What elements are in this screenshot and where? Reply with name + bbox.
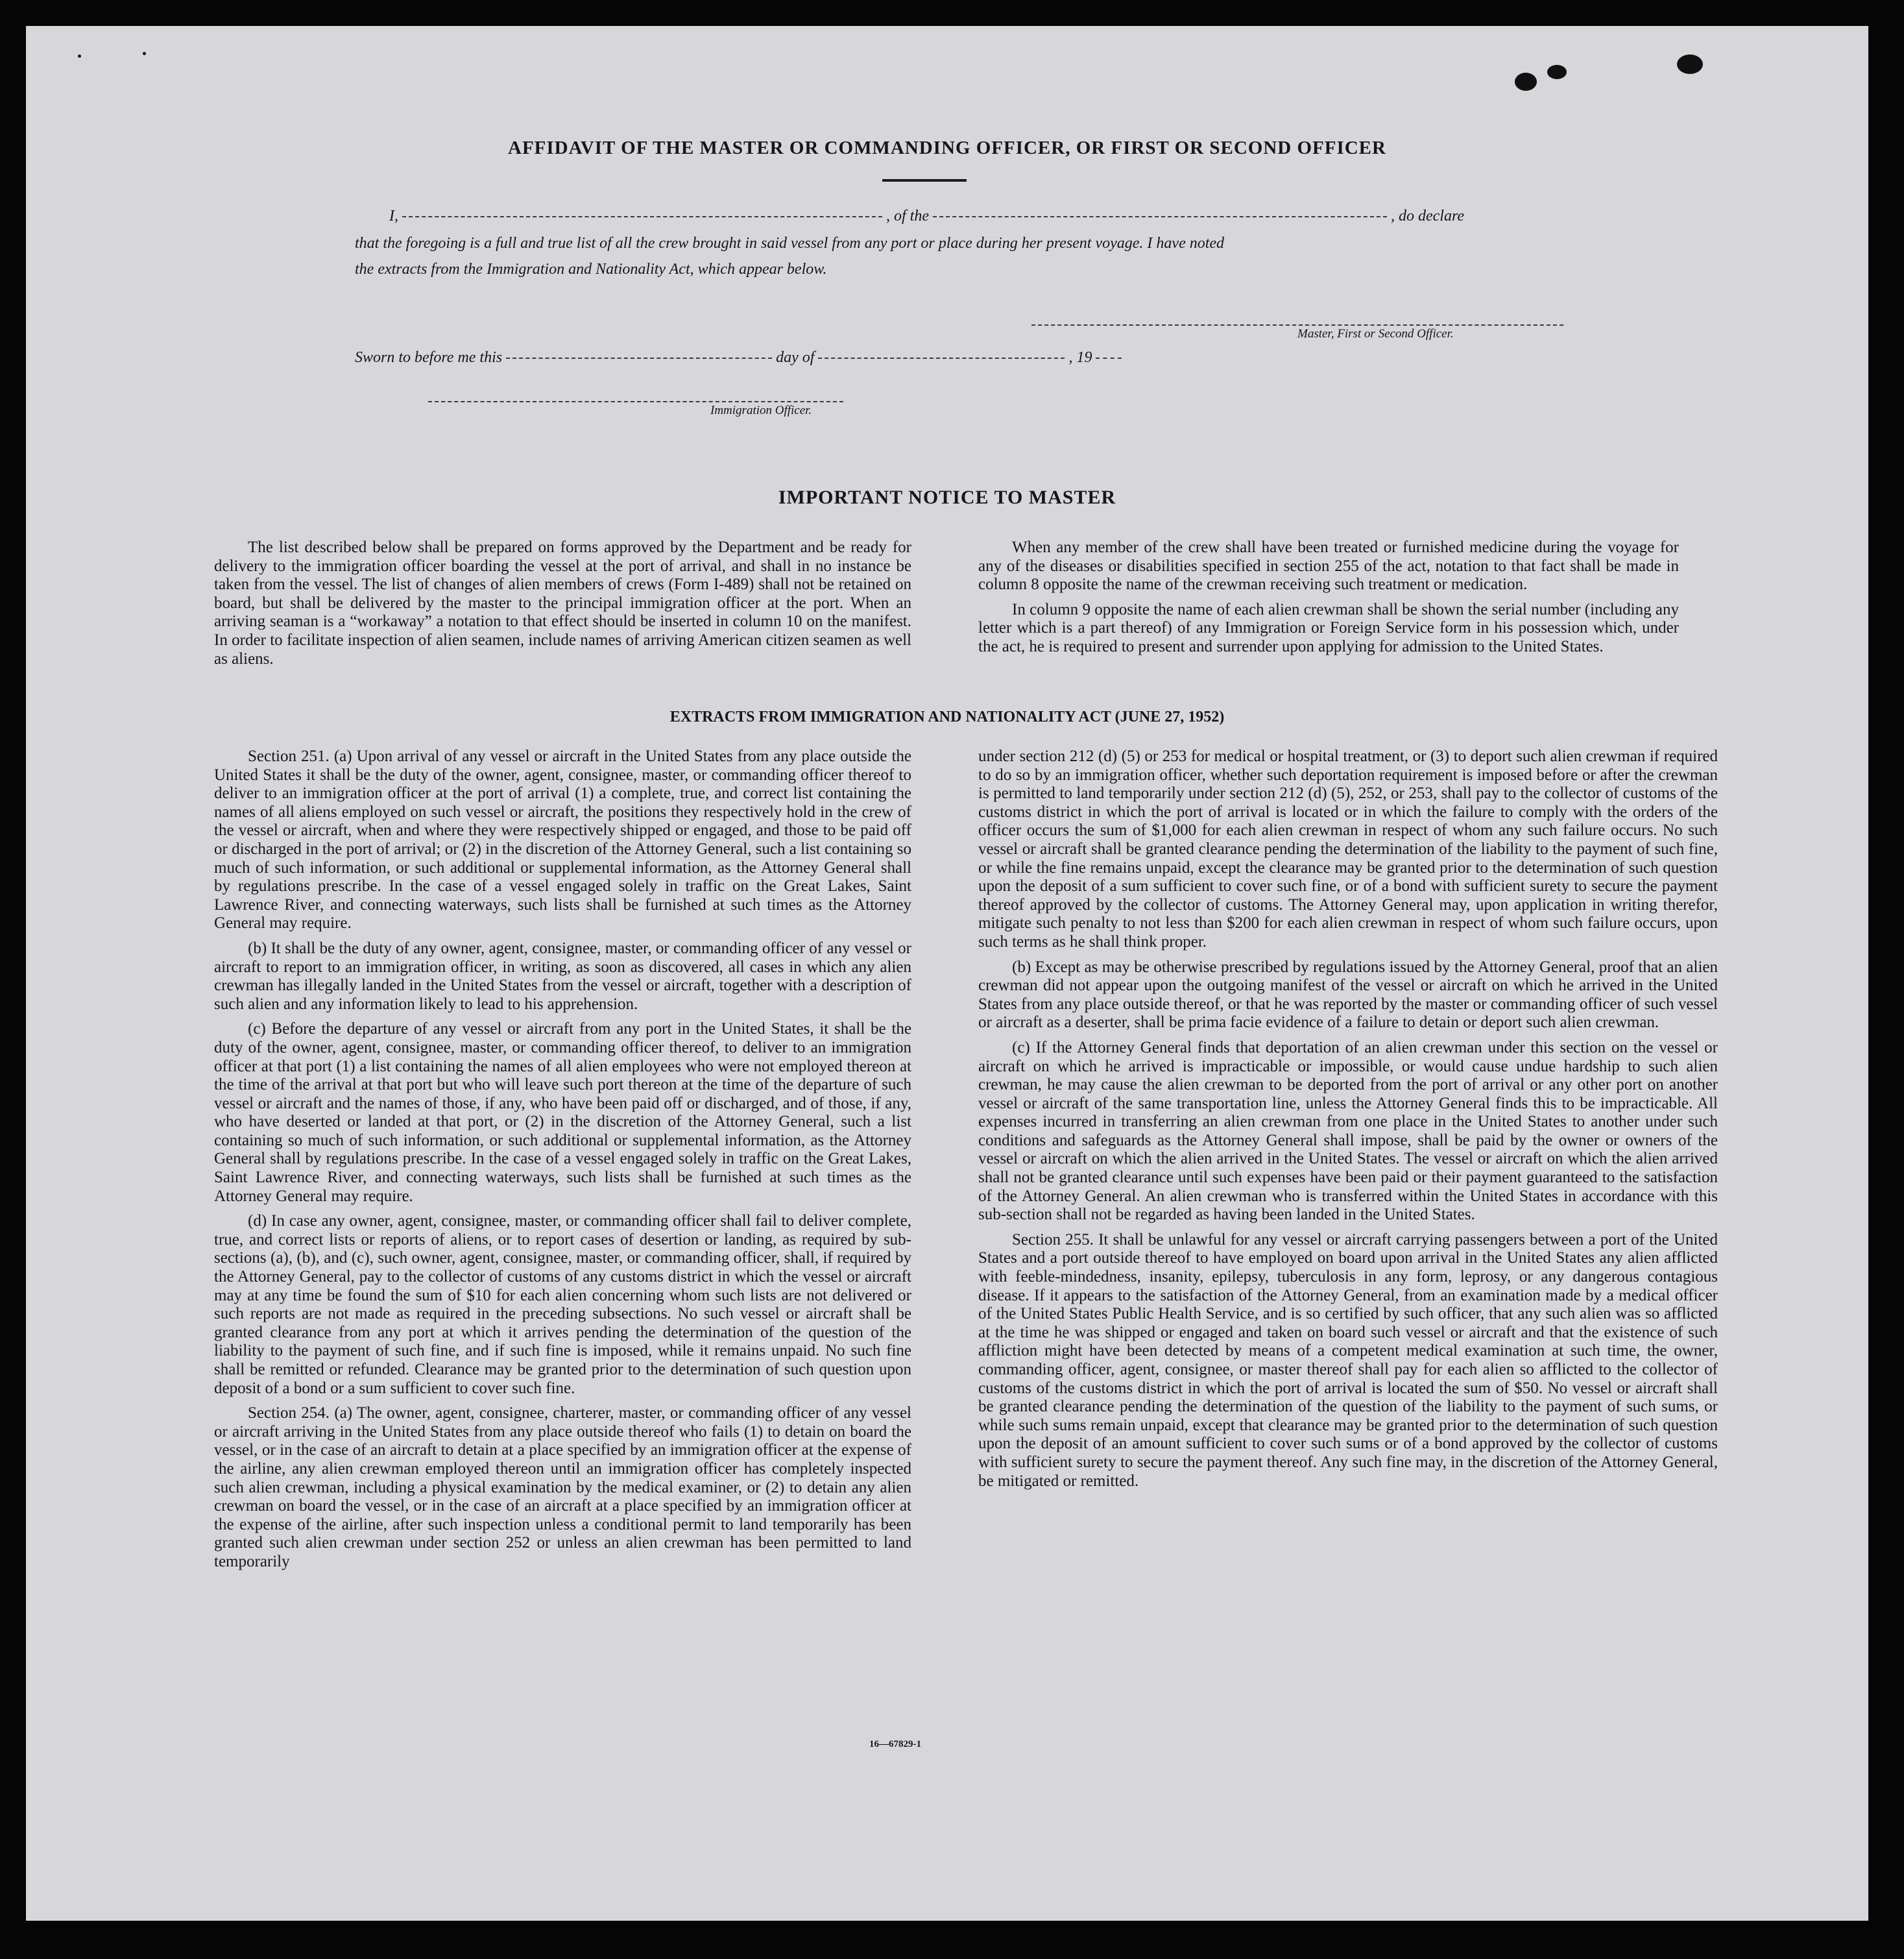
scan-speck xyxy=(1515,73,1537,91)
extract-paragraph: Section 254. (a) The owner, agent, consignee, charterer, master, or commanding officer of any vessel or aircraft arriving in the United States from any place outside thereof who fails (1) to detain on board the vessel, or in the case of an aircraft to detain at a place specified by an immigration officer at the expense of the airline, any alien crewman employed thereon until an immigration officer has completely inspected such alien crewman, including a physical examination by the medical examiner, or (2) to detain any alien crewman on board the vessel, or in the case of an aircraft at a place specified by an immigration officer at the expense of the airline, after such inspection unless a conditional permit to land temporarily has been granted such alien crewman under section 252 or unless an alien crewman has been permitted to land temporarily xyxy=(214,1404,911,1570)
document-page xyxy=(26,26,1868,1921)
scan-speck xyxy=(1677,55,1703,74)
label-of-the: , of the xyxy=(886,208,929,225)
extract-paragraph: (c) Before the departure of any vessel or aircraft from any port in the United States, it shall be the duty of the owner, agent, consignee, master, or commanding officer thereof, to deliver to an immigration officer at that port (1) a list containing the names of all alien employees who were not employed thereon at the time of the arrival at that port but who will leave such port thereon at the time of the departure of such vessel or aircraft and the names of those, if any, who have been paid off or discharged, and of those, if any, who have deserted or landed at that port, or (2) in the discretion of the Attorney General, such a list containing so much of such information, or such additional or supplemental information, as the Attorney General shall by regulations prescribe. In the case of a vessel engaged solely in traffic on the Great Lakes, Saint Lawrence River, and connecting waterways, such lists shall be furnished at such times as the Attorney General may require. xyxy=(214,1020,911,1205)
notice-paragraph: The list described below shall be prepared on forms approved by the Department and be ready for delivery to the immigration officer boarding the vessel at the port of arrival, and shall in no instance be taken from the vessel. The list of changes of alien members of crews (Form I-489) shall not be retained on board, but shall be delivered by the master to the principal immigration officer at the port. When an arriving seaman is a “workaway” a notation to that effect should be inserted in column 10 on the manifest. In order to facilitate inspection of alien seamen, include names of arriving American citizen seamen as well as aliens. xyxy=(214,539,911,668)
extract-paragraph: under section 212 (d) (5) or 253 for medical or hospital treatment, or (3) to deport such alien crewman if required to do so by an immigration officer, whether such deportation requirement is imposed before or after the crewman is permitted to land temporarily under section 212 (d) (5), 252, or 253, shall pay to the collector of customs of the customs district in which the port of arrival is located or in which the failure to comply with the orders of the officer occurs the sum of $1,000 for each alien crewman in respect of whom any such failure occurs. No such vessel or aircraft shall be granted clearance pending the determination of the liability to the payment of such fine, or while the fine remains unpaid, except the clearance may be granted prior to the determination of such question upon the deposit of a sum sufficient to cover such fine, or of a bond with sufficient surety to secure the payment thereof approved by the collector of customs. The Attorney General may, upon application in writing therefor, mitigate such penalty to not less than $200 for each alien crewman in respect of whom such failure occurs, upon such terms as he shall think proper. xyxy=(978,748,1718,951)
notice-left-column xyxy=(214,539,911,675)
officer-caption: Immigration Officer. xyxy=(710,404,812,417)
label-sworn: Sworn to before me this xyxy=(355,349,503,366)
extracts-title: EXTRACTS FROM IMMIGRATION AND NATIONALITY ACT (JUNE 27, 1952) xyxy=(669,709,1225,725)
master-caption: Master, First or Second Officer. xyxy=(1297,327,1454,341)
notice-paragraph: In column 9 opposite the name of each alien crewman shall be shown the serial number (including any letter which is a part thereof) of any Immigration or Foreign Service form in his possession which, under the act, he is required to present and surrender upon applying for admission to the United States. xyxy=(978,600,1679,655)
sworn-month-field[interactable] xyxy=(818,358,1065,359)
affidavit-line-2: that the foregoing is a full and true list of all the crew brought in said vessel from any port or place during her present voyage. I have noted xyxy=(355,235,1225,252)
scan-speck xyxy=(78,55,81,58)
officer-signature-line[interactable] xyxy=(428,401,843,402)
sworn-year-field[interactable] xyxy=(1096,358,1122,359)
extract-paragraph: Section 251. (a) Upon arrival of any vessel or aircraft in the United States from any place outside the United States it shall be the duty of the owner, agent, consignee, master, or commanding officer thereof to deliver to an immigration officer at the port of arrival (1) a complete, true, and correct list containing the names of all aliens employed on such vessel or aircraft, the positions they respectively hold in the crew of the vessel or aircraft, when and where they were respectively shipped or engaged, and those to be paid off or discharged in the port of arrival; or (2) in the discretion of the Attorney General, such a list containing so much of such information, or such additional or supplemental information, as the Attorney General shall by regulations prescribe. In the case of a vessel engaged solely in traffic on the Great Lakes, Saint Lawrence River, and connecting waterways, such lists shall be furnished at such times as the Attorney General may require. xyxy=(214,748,911,932)
master-signature-line[interactable] xyxy=(1031,324,1563,326)
affidavit-line-1 xyxy=(389,208,1563,225)
form-code: 16—67829-1 xyxy=(869,1739,921,1749)
vessel-field[interactable] xyxy=(933,216,1387,217)
label-year: , 19 xyxy=(1068,349,1092,366)
extract-paragraph: (c) If the Attorney General finds that deportation of an alien crewman under this section on the vessel or aircraft on which he arrived is impracticable or impossible, or would cause undue hardship to such alien crewman, he may cause the alien crewman to be deported from the port of arrival or any other port on another vessel or aircraft of the same transportation line, unless the Attorney General finds this to be impracticable. All expenses incurred in transferring an alien crewman from one place in the United States to another under such conditions and safeguards as the Attorney General shall impose, shall be paid by the owner or owners of the vessel or aircraft on which the alien arrived in the United States. The vessel or aircraft on which the alien arrived shall not be granted clearance until such expenses have been paid or their payment guaranteed to the satisfaction of the Attorney General. An alien crewman who is transferred within the United States in accordance with this sub-section shall not be regarded as having been landed in the United States. xyxy=(978,1038,1718,1224)
notice-paragraph: When any member of the crew shall have been treated or furnished medicine during the voyage for any of the diseases or disabilities specified in section 255 of the act, notation to that fact shall be made in column 8 opposite the name of the crewman receiving such treatment or medication. xyxy=(978,539,1679,594)
extract-paragraph: (b) Except as may be otherwise prescribed by regulations issued by the Attorney General, proof that an alien crewman did not appear upon the outgoing manifest of the vessel or aircraft on which he arrived in the United States from any place outside thereof, or that he was reported by the master or commanding officer of such vessel or aircraft as a deserter, shall be prima facie evidence of a failure to detain or deport such alien crewman. xyxy=(978,958,1718,1032)
extract-paragraph: (b) It shall be the duty of any owner, agent, consignee, master, or commanding officer of any vessel or aircraft to report to an immigration officer, in writing, as soon as discovered, all cases in which any alien crewman has illegally landed in the United States from the vessel or aircraft, together with a description of such alien and any information likely to lead to his apprehension. xyxy=(214,939,911,1013)
extract-paragraph: Section 255. It shall be unlawful for any vessel or aircraft carrying passengers between a port of the United States and a port outside thereof to have employed on board upon arrival in the United States any alien afflicted with feeble-mindedness, insanity, epilepsy, tuberculosis in any form, leprosy, or any dangerous contagious disease. If it appears to the satisfaction of the Attorney General, from an examination made by a medical officer of the United States Public Health Service, and is so certified by such officer, that any such alien was so afflicted at the time he was shipped or engaged and taken on board such vessel or aircraft and that the existence of such affliction might have been detected by means of a competent medical examination at such time, the owner, commanding officer, agent, consignee, or master thereof shall pay for each alien so afflicted to the collector of customs of the customs district in which the port of arrival is located the sum of $50. No vessel or aircraft shall be granted clearance pending the determination of the question of the liability to the payment of such sums, or while such sums remain unpaid, except that clearance may be granted prior to the determination of such question upon the deposit of an amount sufficient to cover such sums or of a bond approved by the collector of customs with sufficient surety to secure the payment thereof. Any such fine may, in the discretion of the Attorney General, be mitigated or remitted. xyxy=(978,1230,1718,1490)
notice-title: IMPORTANT NOTICE TO MASTER xyxy=(778,487,1116,508)
label-do-declare: , do declare xyxy=(1391,208,1465,225)
title-rule xyxy=(882,179,967,182)
sworn-line xyxy=(355,349,1126,367)
affidavit-title: AFFIDAVIT OF THE MASTER OR COMMANDING OFFICER, OR FIRST OR SECOND OFFICER xyxy=(508,138,1386,158)
affidavit-line-3: the extracts from the Immigration and Nationality Act, which appear below. xyxy=(355,261,827,278)
label-day-of: day of xyxy=(776,349,815,366)
extracts-left-column xyxy=(214,748,911,1578)
extract-paragraph: (d) In case any owner, agent, consignee, master, or commanding officer shall fail to deliver complete, true, and correct lists or reports of aliens, or to report cases of desertion or landing, as required by sub-sections (a), (b), and (c), such owner, agent, consignee, master, or commanding officer, shall, if required by the Attorney General, pay to the collector of customs of any customs district in which the vessel or aircraft may at any time be found the sum of $10 for each alien concerning whom such lists are not delivered or such reports are not made as required in the preceding subsections. No such vessel or aircraft shall be granted clearance from any port at which it arrives pending the determination of the question of the liability to the payment of such fine, and if such fine is imposed, while it remains unpaid. No such fine shall be remitted or refunded. Clearance may be granted prior to the determination of such question upon deposit of a bond or a sum sufficient to cover such fine. xyxy=(214,1212,911,1397)
scan-speck xyxy=(1547,65,1567,79)
label-i: I, xyxy=(389,208,398,225)
extracts-right-column xyxy=(978,748,1718,1497)
notice-right-column xyxy=(978,539,1679,663)
name-field[interactable] xyxy=(402,216,882,217)
scan-speck xyxy=(143,52,146,55)
sworn-day-field[interactable] xyxy=(506,358,772,359)
